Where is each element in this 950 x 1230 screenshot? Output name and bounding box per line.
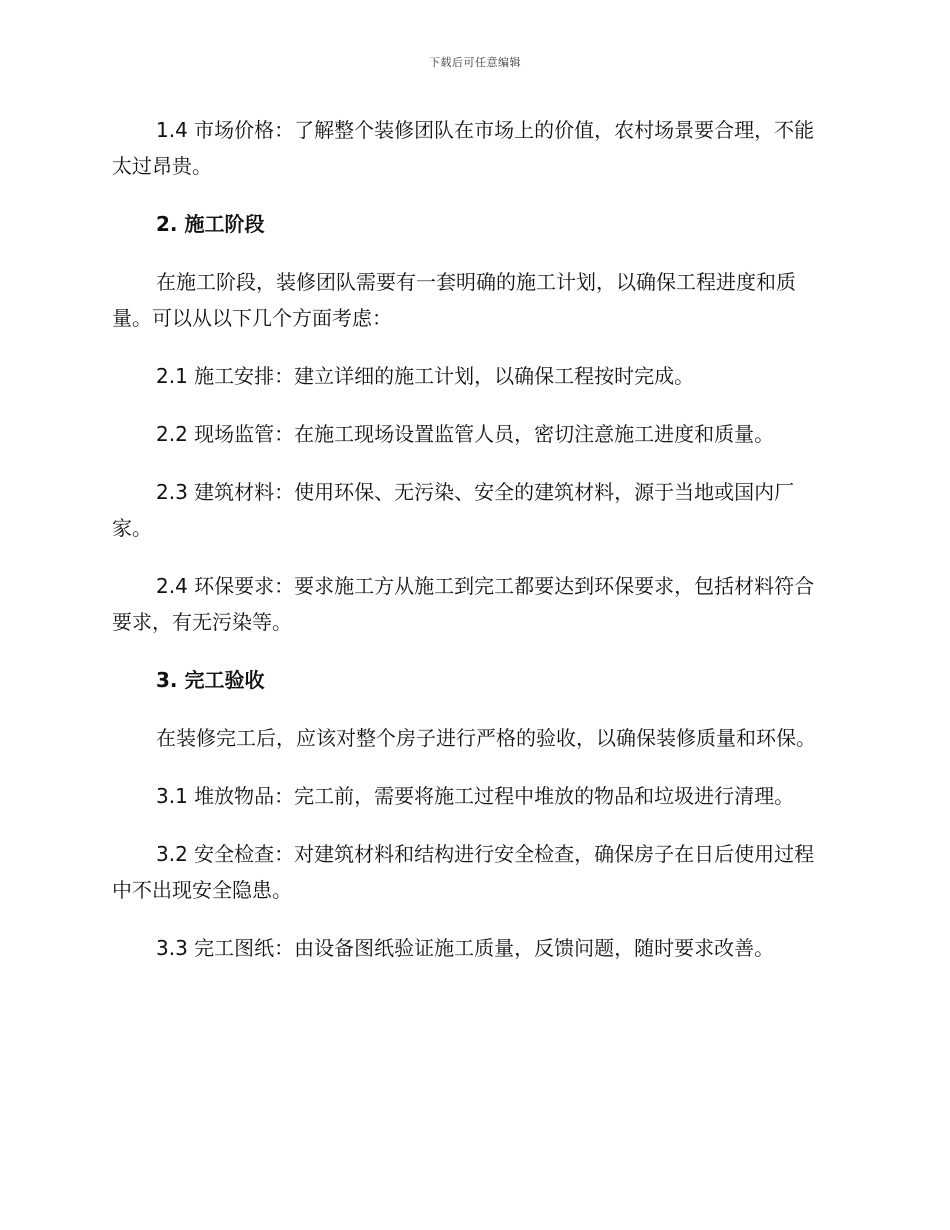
paragraph-2-2-supervision: 2.2 现场监管：在施工现场设置监管人员，密切注意施工进度和质量。	[156, 422, 775, 446]
paragraph-2-3-materials: 2.3 建筑材料：使用环保、无污染、安全的建筑材料，源于当地或国内厂家。	[112, 480, 795, 540]
paragraph-construction-intro: 在施工阶段，装修团队需要有一套明确的施工计划，以确保工程进度和质量。可以从以下几个方面考虑：	[112, 270, 796, 330]
paragraph-3-3-drawings: 3.3 完工图纸：由设备图纸验证施工质量，反馈问题，随时要求改善。	[156, 936, 775, 960]
paragraph-2-1-schedule: 2.1 施工安排：建立详细的施工计划，以确保工程按时完成。	[156, 364, 695, 388]
paragraph-3-2-safety: 3.2 安全检查：对建筑材料和结构进行安全检查，确保房子在日后使用过程中不出现安全隐患。	[112, 842, 815, 902]
paragraph-3-1-cleanup: 3.1 堆放物品：完工前，需要将施工过程中堆放的物品和垃圾进行清理。	[156, 784, 795, 808]
paragraph-1-4-market-price: 1.4 市场价格：了解整个装修团队在市场上的价值，农村场景要合理，不能太过昂贵。	[112, 118, 815, 178]
section-heading-completion: 3. 完工验收	[156, 668, 265, 692]
document-body	[112, 112, 832, 988]
paragraph-2-4-environmental: 2.4 环保要求：要求施工方从施工到完工都要达到环保要求，包括材料符合要求，有无污染等。	[112, 574, 815, 634]
section-heading-construction: 2. 施工阶段	[156, 212, 265, 236]
paragraph-completion-intro: 在装修完工后，应该对整个房子进行严格的验收，以确保装修质量和环保。	[156, 726, 816, 750]
page-header-note: 下载后可任意编辑	[429, 56, 521, 69]
